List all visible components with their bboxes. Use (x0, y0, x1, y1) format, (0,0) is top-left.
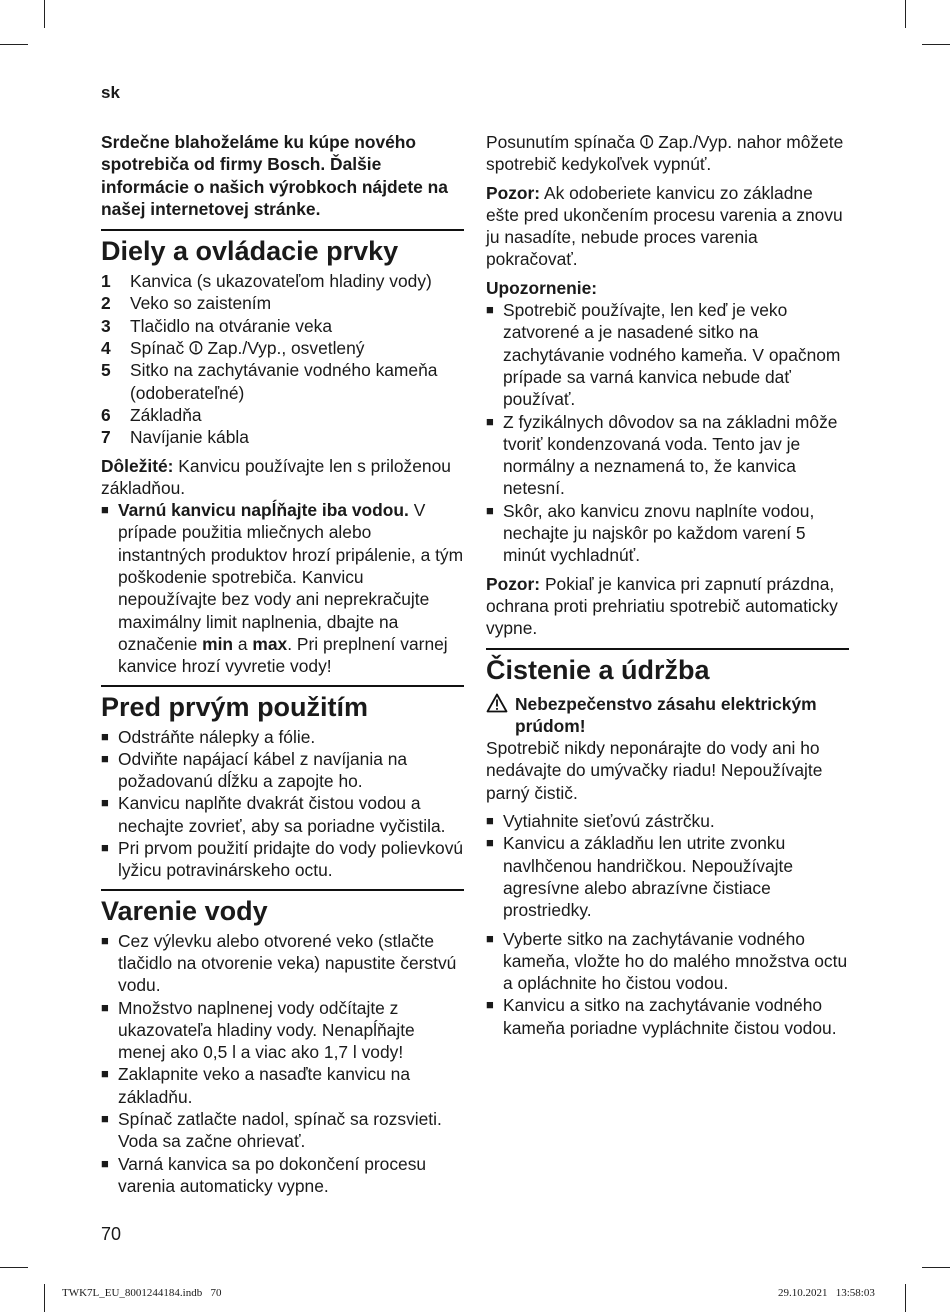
section-title-first-use: Pred prvým použitím (101, 685, 464, 724)
electric-warning-text: Spotrebič nikdy neponárajte do vody ani ho nedávajte do umývačky riadu! Nepoužívajte parný čistič. (486, 738, 823, 803)
section-title-parts: Diely a ovládacie prvky (101, 229, 464, 268)
list-item: ■ Spotrebič používajte, len keď je veko zatvorené a je nasadené sitko na zachytávanie vodného kameňa. V opačnom prípade sa varná kanvica nebude dať používať. (486, 300, 841, 410)
bullet-icon: ■ (101, 795, 109, 811)
bullet-icon: ■ (486, 413, 494, 429)
language-code: sk (101, 83, 120, 102)
caution-note-2: Pozor: Pokiaľ je kanvica pri zapnutí prázdna, ochrana proti prehriatiu spotrebič automaticky vypne. (486, 573, 838, 639)
electric-warning-heading: Nebezpečenstvo zásahu elektrickým prúdom! (486, 693, 849, 738)
bullet-icon: ■ (101, 932, 109, 948)
list-item: ■ Varnú kanvicu napĺňajte iba vodou. V prípade použitia mliečnych alebo instantných produktov hrozí pripálenie, a tým poškodenie spotrebiča. Kanvicu nepoužívajte bez vody ani neprekračujte maximálny limit naplnenia, dbajte na označenie min a max. Pri preplnení varnej kanvice hrozí vyvretie vody! (101, 500, 464, 677)
list-item: ■ Pri prvom použití pridajte do vody polievkovú lyžicu potravinárskeho octu. (101, 838, 464, 881)
crop-mark (905, 0, 906, 28)
intro-text: Srdečne blahoželáme ku kúpe nového spotrebiča od firmy Bosch. Ďalšie informácie o našich výrobkoch nájdete na našej internetovej stránke. (101, 132, 448, 219)
bullet-icon: ■ (101, 502, 109, 518)
list-item: ■ Z fyzikálnych dôvodov sa na základni môže tvoriť kondenzovaná voda. Tento jav je normálny a neznamená to, že kanvica netesní. (486, 411, 838, 499)
bullet-icon: ■ (101, 1066, 109, 1082)
list-item: ■ Kanvicu a sitko na zachytávanie vodného kameňa poriadne vypláchnite čistou vodou. (486, 995, 837, 1038)
notes-list (486, 299, 849, 567)
section-title-boiling: Varenie vody (101, 889, 464, 928)
list-item: ■ Odviňte napájací kábel z navíjania na požadovanú dĺžku a zapojte ho. (101, 748, 408, 792)
bullet-icon: ■ (101, 728, 109, 744)
bullet-icon: ■ (101, 840, 109, 856)
bullet-icon: ■ (486, 930, 494, 946)
notes-heading: Upozornenie: (486, 277, 598, 298)
footer-timestamp: 29.10.2021 13:58:03 (778, 1287, 875, 1299)
list-item: ■ Odstráňte nálepky a fólie. (101, 726, 316, 747)
list-item: ■ Vyberte sitko na zachytávanie vodného kameňa, vložte ho do malého množstva octu a opláchnite ho čistou vodou. (486, 928, 848, 994)
footer-filename: TWK7L_EU_8001244184.indb 70 (62, 1287, 222, 1299)
fill-warning-list (101, 499, 464, 677)
crop-mark (905, 1284, 906, 1312)
crop-mark (922, 1267, 950, 1268)
important-note: Dôležité: Kanvicu používajte len s priloženou základňou. (101, 455, 451, 498)
bullet-icon: ■ (486, 835, 494, 851)
cleaning-list (486, 810, 849, 1039)
boiling-list (101, 930, 464, 1198)
page-number: 70 (101, 1224, 122, 1244)
list-item: 1 Kanvica (s ukazovateľom hladiny vody) (101, 271, 432, 292)
list-item: ■ Cez výlevku alebo otvorené veko (stlačte tlačidlo na otvorenie veka) napustite čerstvú vodu. (101, 930, 457, 996)
list-item: 5 Sitko na zachytávanie vodného kameňa (odoberateľné) (101, 360, 438, 403)
right-column (486, 131, 849, 1039)
crop-mark (0, 44, 28, 45)
warning-triangle-icon (486, 693, 515, 738)
list-item: ■ Kanvicu a základňu len utrite zvonku navlhčenou handričkou. Nepoužívajte agresívne alebo abrazívne čistiace prostriedky. (486, 833, 794, 921)
list-item: 6 Základňa (101, 404, 202, 425)
section-title-cleaning: Čistenie a údržba (486, 648, 849, 687)
crop-mark (44, 1284, 45, 1312)
list-item: ■ Varná kanvica sa po dokončení procesu varenia automaticky vypne. (101, 1153, 427, 1196)
bullet-icon: ■ (101, 750, 109, 766)
list-item: 2 Veko so zaistením (101, 293, 272, 314)
bullet-icon: ■ (486, 302, 494, 318)
list-item: ■ Skôr, ako kanvicu znovu naplníte vodou, nechajte ju najskôr po každom varení 5 minút vychladnúť. (486, 500, 815, 566)
bullet-icon: ■ (486, 502, 494, 518)
bullet-icon: ■ (101, 1110, 109, 1126)
switch-off-text: Posunutím spínača ⏼ Zap./Vyp. nahor môžete spotrebič kedykoľvek vypnúť. (486, 132, 844, 175)
list-item: 7 Navíjanie kábla (101, 427, 249, 448)
bullet-icon: ■ (486, 813, 494, 829)
bullet-icon: ■ (101, 999, 109, 1015)
bullet-icon: ■ (101, 1155, 109, 1171)
list-item: ■ Množstvo naplnenej vody odčítajte z ukazovateľa hladiny vody. Nenapĺňajte menej ako 0,5 l a viac ako 1,7 l vody! (101, 997, 415, 1063)
crop-mark (922, 44, 950, 45)
left-column (101, 131, 464, 1197)
list-item: ■ Vytiahnite sieťovú zástrčku. (486, 811, 715, 832)
list-item: ■ Zaklapnite veko a nasaďte kanvicu na základňu. (101, 1064, 411, 1107)
crop-mark (0, 1267, 28, 1268)
parts-list (101, 270, 464, 448)
list-item: 4 Spínač ⏼ Zap./Vyp., osvetlený (101, 338, 365, 359)
caution-note: Pozor: Ak odoberiete kanvicu zo základne ešte pred ukončením procesu varenia a znovu ju nasadíte, nebude proces varenia pokračovať. (486, 182, 843, 270)
first-use-list (101, 726, 464, 882)
bullet-icon: ■ (486, 997, 494, 1013)
crop-mark (44, 0, 45, 28)
list-item: ■ Kanvicu naplňte dvakrát čistou vodou a nechajte zovrieť, aby sa poriadne vyčistila. (101, 793, 446, 836)
list-item: 3 Tlačidlo na otváranie veka (101, 315, 333, 336)
list-item: ■ Spínač zatlačte nadol, spínač sa rozsvieti. Voda sa začne ohrievať. (101, 1108, 442, 1152)
